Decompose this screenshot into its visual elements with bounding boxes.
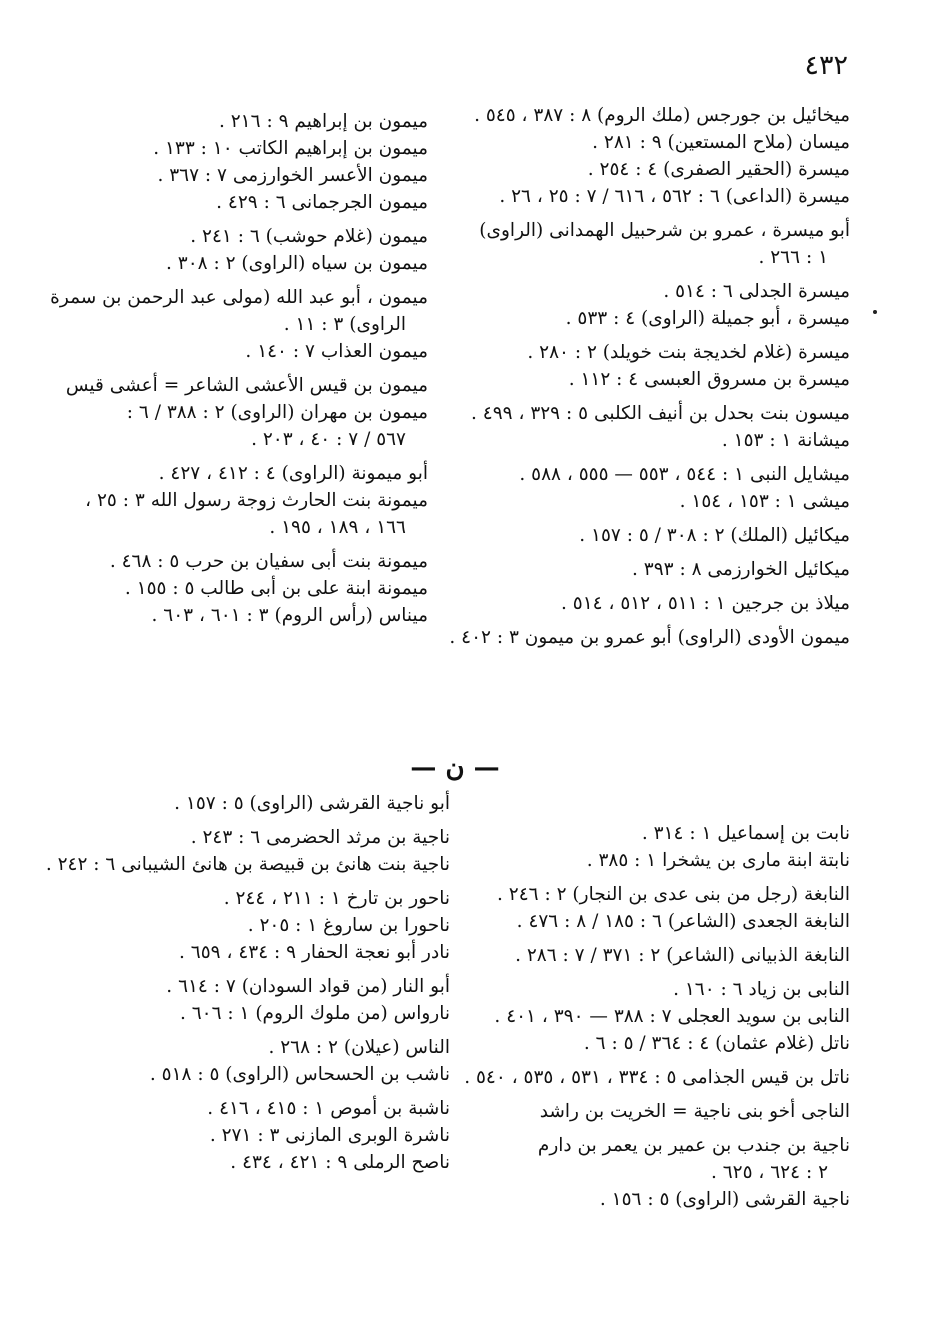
index-entry	[78, 108, 428, 135]
index-entry-text: الناجى أخو بنى ناجية = الخريت بن راشد	[539, 1101, 850, 1122]
index-entry	[50, 284, 428, 338]
index-entry-text: ميشى ١ : ١٥٣ ، ١٥٤ .	[679, 491, 850, 512]
index-entry-text: ميسون بنت بحدل بن أنيف الكلبى ٥ : ٣٢٩ ، ٤٩٩ .	[471, 403, 850, 424]
index-entry	[470, 305, 850, 332]
index-entry	[480, 1003, 850, 1030]
index-entry	[470, 102, 850, 129]
index-column-top-left	[50, 108, 428, 629]
index-entry	[480, 1186, 850, 1213]
index-entry	[480, 1030, 850, 1057]
index-entry-text: ناحورا بن ساروغ ١ : ٢٠٥ .	[247, 915, 450, 936]
index-entry-text: ميسرة (غلام لخديجة بنت خويلد) ٢ : ٢٨٠ .	[527, 342, 850, 363]
index-entry	[78, 1122, 450, 1149]
index-entry-text: ميكائيل (الملك) ٢ : ٣٠٨ / ٥ : ١٥٧ .	[579, 525, 850, 546]
index-entry	[480, 908, 850, 935]
index-entry	[78, 548, 428, 575]
index-entry	[78, 1034, 450, 1061]
index-entry-text: ميشايل النبى ١ : ٥٤٤ ، ٥٥٣ — ٥٥٥ ، ٥٨٨ .	[519, 464, 850, 485]
index-entry-text: ناصح الرملى ٩ : ٤٢١ ، ٤٣٤ .	[230, 1152, 450, 1173]
index-entry-text: النابى بن سويد العجلى ٧ : ٣٨٨ — ٣٩٠ ، ٤٠١ .	[494, 1006, 850, 1027]
index-entry	[480, 820, 850, 847]
index-entry	[78, 189, 428, 216]
index-entry	[78, 162, 428, 189]
index-entry-text: أبو ميسرة ، عمرو بن شرحبيل الهمدانى (الراوى)	[479, 220, 850, 241]
index-entry-text: أبو ناجية القرشى (الراوى) ٥ : ١٥٧ .	[174, 793, 450, 814]
index-entry-text: ناجية القرشى (الراوى) ٥ : ١٥٦ .	[599, 1189, 850, 1210]
index-entry-text: نابت بن إسماعيل ١ : ٣١٤ .	[641, 823, 850, 844]
section-heading: — ن —	[410, 753, 500, 783]
index-entry-text: ميسرة بن مسروق العبسى ٤ : ١١٢ .	[568, 369, 850, 390]
index-entry	[78, 338, 428, 365]
index-column-bottom-left	[45, 790, 450, 1176]
index-entry-text: ميمون ، أبو عبد الله (مولى عبد الرحمن بن سمرة	[50, 287, 428, 308]
index-entry-text: ميمون بن مهران (الراوى) ٢ : ٣٨٨ / ٦ :	[126, 402, 428, 423]
margin-dot	[872, 309, 878, 315]
index-entry	[470, 278, 850, 305]
index-column-top-right	[449, 102, 850, 651]
index-entry-text: ميمونة ابنة على بن أبى طالب ٥ : ١٥٥ .	[124, 578, 428, 599]
index-entry	[78, 790, 450, 817]
index-entry	[470, 183, 850, 210]
index-entry	[78, 487, 428, 541]
index-entry	[78, 135, 428, 162]
index-entry	[78, 1000, 450, 1027]
index-entry-text: الناس (عيلان) ٢ : ٢٦٨ .	[268, 1037, 450, 1058]
index-entry-text: النابغة (رجل من بنى عدى بن النجار) ٢ : ٢٤٦ .	[497, 884, 850, 905]
index-entry	[449, 624, 850, 651]
index-entry-text: النابغة الجعدى (الشاعر) ٦ : ١٨٥ / ٨ : ٤٧٦ .	[516, 911, 850, 932]
index-entry	[78, 602, 428, 629]
index-entry-text: ناجية بن مرثد الحضرمى ٦ : ٢٤٣ .	[190, 827, 450, 848]
index-entry-text: ميمون بن قيس الأعشى الشاعر = أعشى قيس	[65, 375, 428, 396]
index-entry-text: ميمونة بنت أبى سفيان بن حرب ٥ : ٤٦٨ .	[109, 551, 428, 572]
index-entry	[78, 223, 428, 250]
index-entry-text: ميسرة الجدلى ٦ : ٥١٤ .	[663, 281, 850, 302]
index-entry	[78, 1061, 450, 1088]
index-entry	[78, 1149, 450, 1176]
index-entry-text: ناحور بن تارخ ١ : ٢١١ ، ٢٤٤ .	[223, 888, 450, 909]
index-entry-text: ناجية بن جندب بن عمير بن يعمر بن دارم	[537, 1135, 850, 1156]
index-entry-continuation: ٢ : ٦٢٤ ، ٦٢٥ .	[710, 1162, 828, 1183]
index-entry-text: ميسرة (الحقير الصفرى) ٤ : ٢٥٤ .	[587, 159, 850, 180]
index-entry	[470, 488, 850, 515]
index-entry	[480, 976, 850, 1003]
index-entry	[470, 339, 850, 366]
index-entry-text: ميسان (ملاح المستعين) ٩ : ٢٨١ .	[592, 132, 850, 153]
index-entry	[78, 912, 450, 939]
index-entry	[45, 851, 450, 878]
index-entry-text: ميمون الجرجمانى ٦ : ٤٢٩ .	[216, 192, 428, 213]
index-entry	[480, 942, 850, 969]
index-entry	[470, 400, 850, 427]
index-entry-text: ميمون الأعسر الخوارزمى ٧ : ٣٦٧ .	[157, 165, 428, 186]
index-entry-text: ناتل بن قيس الجذامى ٥ : ٣٣٤ ، ٥٣١ ، ٥٣٥ ، ٥٤٠ .	[464, 1067, 850, 1088]
index-entry	[480, 847, 850, 874]
index-entry-text: ميسرة ، أبو جميلة (الراوى) ٤ : ٥٣٣ .	[565, 308, 850, 329]
index-entry	[78, 575, 428, 602]
index-entry	[470, 217, 850, 271]
index-entry-continuation: ٥٦٧ / ٧ : ٤٠ ، ٢٠٣ .	[251, 429, 406, 450]
index-entry	[78, 973, 450, 1000]
index-entry-text: ميخائيل بن جورجس (ملك الروم) ٨ : ٣٨٧ ، ٥٤٥ .	[474, 105, 850, 126]
index-entry	[78, 399, 428, 453]
index-entry-text: ميناس (رأس الروم) ٣ : ٦٠١ ، ٦٠٣ .	[151, 605, 428, 626]
index-entry-text: ميمون العذاب ٧ : ١٤٠ .	[245, 341, 428, 362]
index-entry-text: ناشرة الوبرى المازنى ٣ : ٢٧١ .	[209, 1125, 450, 1146]
index-entry	[470, 156, 850, 183]
index-entry-text: ميمون بن سياه (الراوى) ٢ : ٣٠٨ .	[166, 253, 428, 274]
index-entry	[470, 590, 850, 617]
index-entry	[78, 824, 450, 851]
index-entry-text: النابغة الذبيانى (الشاعر) ٢ : ٣٧١ / ٧ : ٢٨٦ .	[515, 945, 850, 966]
index-entry-text: ناشبة بن أموص ١ : ٤١٥ ، ٤١٦ .	[207, 1098, 450, 1119]
index-entry	[65, 372, 428, 399]
index-entry-text: النابى بن زياد ٦ : ١٦٠ .	[673, 979, 850, 1000]
index-entry	[470, 427, 850, 454]
index-entry	[78, 460, 428, 487]
index-entry	[480, 1098, 850, 1125]
index-entry	[464, 1064, 850, 1091]
index-entry-text: أبو النار (من قواد السودان) ٧ : ٦١٤ .	[166, 976, 450, 997]
index-entry-text: ميمون بن إبراهيم الكاتب ١٠ : ١٣٣ .	[153, 138, 428, 159]
index-entry-text: ميمون الأودى (الراوى) أبو عمرو بن ميمون ٣ : ٤٠٢ .	[449, 627, 850, 648]
index-entry	[470, 461, 850, 488]
index-entry	[480, 881, 850, 908]
index-entry-text: ميمون (غلام حوشب) ٦ : ٢٤١ .	[190, 226, 428, 247]
index-entry	[470, 556, 850, 583]
index-entry-text: ميمون بن إبراهيم ٩ : ٢١٦ .	[218, 111, 428, 132]
index-entry	[470, 522, 850, 549]
index-entry-text: ناشب بن الحسحاس (الراوى) ٥ : ٥١٨ .	[149, 1064, 450, 1085]
index-entry	[78, 885, 450, 912]
index-entry-text: نابتة ابنة مارى بن يشخرا ١ : ٣٨٥ .	[586, 850, 850, 871]
index-entry-text: ميسرة (الداعى) ٦ : ٥٦٢ ، ٦١٦ / ٧ : ٢٥ ، ٢٦ .	[499, 186, 850, 207]
index-entry-text: ميلاذ بن جرجين ١ : ٥١١ ، ٥١٢ ، ٥١٤ .	[561, 593, 850, 614]
index-entry	[78, 250, 428, 277]
index-entry-text: ناتل (غلام عثمان) ٤ : ٣٦٤ / ٥ : ٦ .	[583, 1033, 850, 1054]
index-entry	[480, 1132, 850, 1186]
index-entry-text: أبو ميمونة (الراوى) ٤ : ٤١٢ ، ٤٢٧ .	[158, 463, 428, 484]
index-column-bottom-right	[464, 820, 850, 1213]
index-entry-text: ميشانة ١ : ١٥٣ .	[721, 430, 850, 451]
index-entry-text: ميكائيل الخوارزمى ٨ : ٣٩٣ .	[632, 559, 850, 580]
index-entry	[78, 939, 450, 966]
index-entry	[470, 366, 850, 393]
page-number: ٤٣٢	[804, 50, 848, 81]
index-entry-continuation: ١٦٦ ، ١٨٩ ، ١٩٥ .	[269, 517, 406, 538]
index-entry-continuation: ١ : ٢٦٦ .	[758, 247, 828, 268]
index-entry-text: ميمونة بنت الحارث زوجة رسول الله ٣ : ٢٥ ،	[85, 490, 428, 511]
index-entry-text: نادر أبو نعجة الحفار ٩ : ٤٣٤ ، ٦٥٩ .	[179, 942, 450, 963]
index-entry	[470, 129, 850, 156]
index-entry	[78, 1095, 450, 1122]
index-entry-text: ناجية بنت هانئ بن قبيصة بن هانئ الشيبانى ٦ : ٢٤٢ .	[45, 854, 450, 875]
index-entry-continuation: الراوى) ٣ : ١١ .	[283, 314, 406, 335]
index-entry-text: نارواس (من ملوك الروم) ١ : ٦٠٦ .	[179, 1003, 450, 1024]
